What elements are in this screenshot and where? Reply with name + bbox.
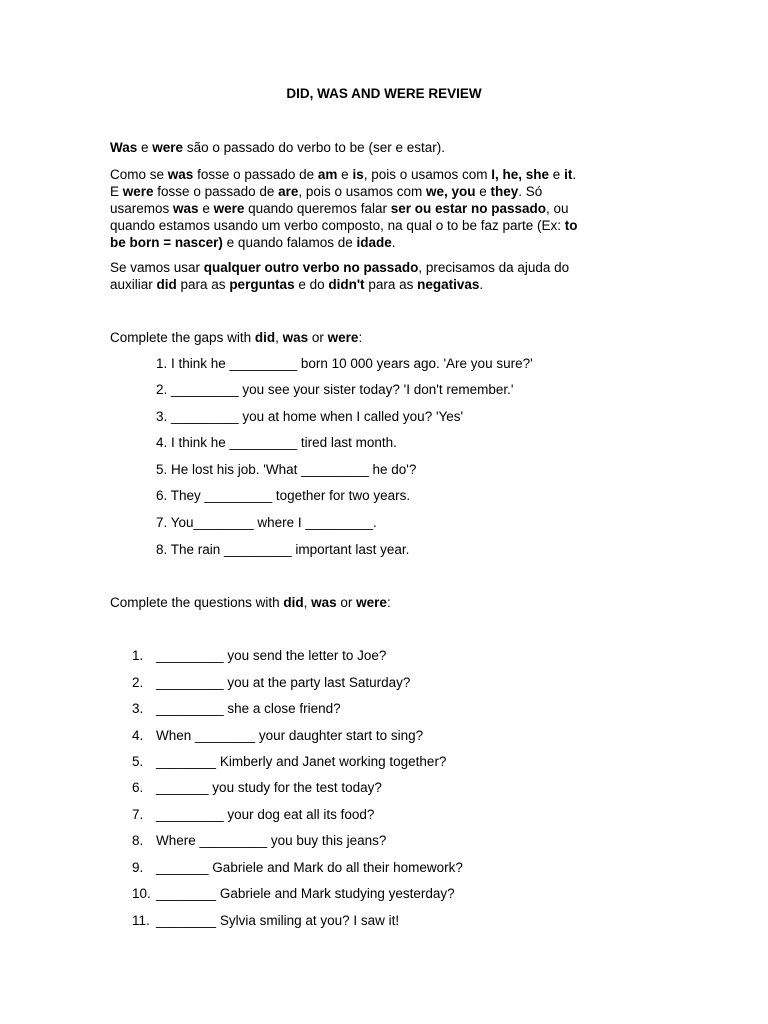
list-item: 1. I think he _________ born 10 000 years ago. 'Are you sure?' <box>156 356 533 371</box>
list-item: 5. He lost his job. 'What _________ he do'? <box>156 462 417 477</box>
list-item: 11. ________ Sylvia smiling at you? I saw it! <box>132 913 400 928</box>
paragraph-line: E were fosse o passado de are, pois o usamos com we, you e they. Só <box>110 184 543 199</box>
paragraph-line: be born = nascer) e quando falamos de idade. <box>110 235 396 250</box>
list-item: 3. _________ she a close friend? <box>132 701 341 716</box>
list-item: 2. _________ you see your sister today? 'I don't remember.' <box>156 382 514 397</box>
list-item: 6. They _________ together for two years. <box>156 488 411 503</box>
paragraph-line: auxiliar did para as perguntas e do didn't para as negativas. <box>110 277 484 292</box>
list-item: 7. You________ where I _________. <box>156 515 377 530</box>
list-item: 8. The rain _________ important last year. <box>156 542 410 557</box>
bold-text: were <box>152 140 184 155</box>
paragraph-line: Se vamos usar qualquer outro verbo no passado, precisamos da ajuda do <box>110 260 570 275</box>
intro-paragraph-1: Was e were são o passado do verbo to be (ser e estar). <box>110 140 445 155</box>
list-item: 10. ________ Gabriele and Mark studying yesterday? <box>132 886 455 901</box>
list-item: 1. _________ you send the letter to Joe? <box>132 648 387 663</box>
list-item: 4. When ________ your daughter start to sing? <box>132 728 424 743</box>
paragraph-line: usaremos was e were quando queremos falar ser ou estar no passado, ou <box>110 201 569 216</box>
bold-text: Was <box>110 140 138 155</box>
list-item: 6. _______ you study for the test today? <box>132 780 382 795</box>
list-item: 5. ________ Kimberly and Janet working together? <box>132 754 447 769</box>
list-item: 9. _______ Gabriele and Mark do all their homework? <box>132 860 463 875</box>
list-item: 8. Where _________ you buy this jeans? <box>132 833 387 848</box>
page-title: DID, WAS AND WERE REVIEW <box>286 86 482 101</box>
list-item: 3. _________ you at home when I called you? 'Yes' <box>156 409 464 424</box>
list-item: 2. _________ you at the party last Saturday? <box>132 675 411 690</box>
intro-paragraph-2 <box>110 166 655 251</box>
exercise-1-instruction: Complete the gaps with did, was or were: <box>110 330 363 345</box>
exercise-2-instruction: Complete the questions with did, was or were: <box>110 595 391 610</box>
paragraph-line: Como se was fosse o passado de am e is, pois o usamos com I, he, she e it. <box>110 167 577 182</box>
list-item: 7. _________ your dog eat all its food? <box>132 807 375 822</box>
paragraph-line: quando estamos usando um verbo composto, na qual o to be faz parte (Ex: to <box>110 218 578 233</box>
list-item: 4. I think he _________ tired last month. <box>156 435 397 450</box>
intro-paragraph-3 <box>110 259 655 293</box>
